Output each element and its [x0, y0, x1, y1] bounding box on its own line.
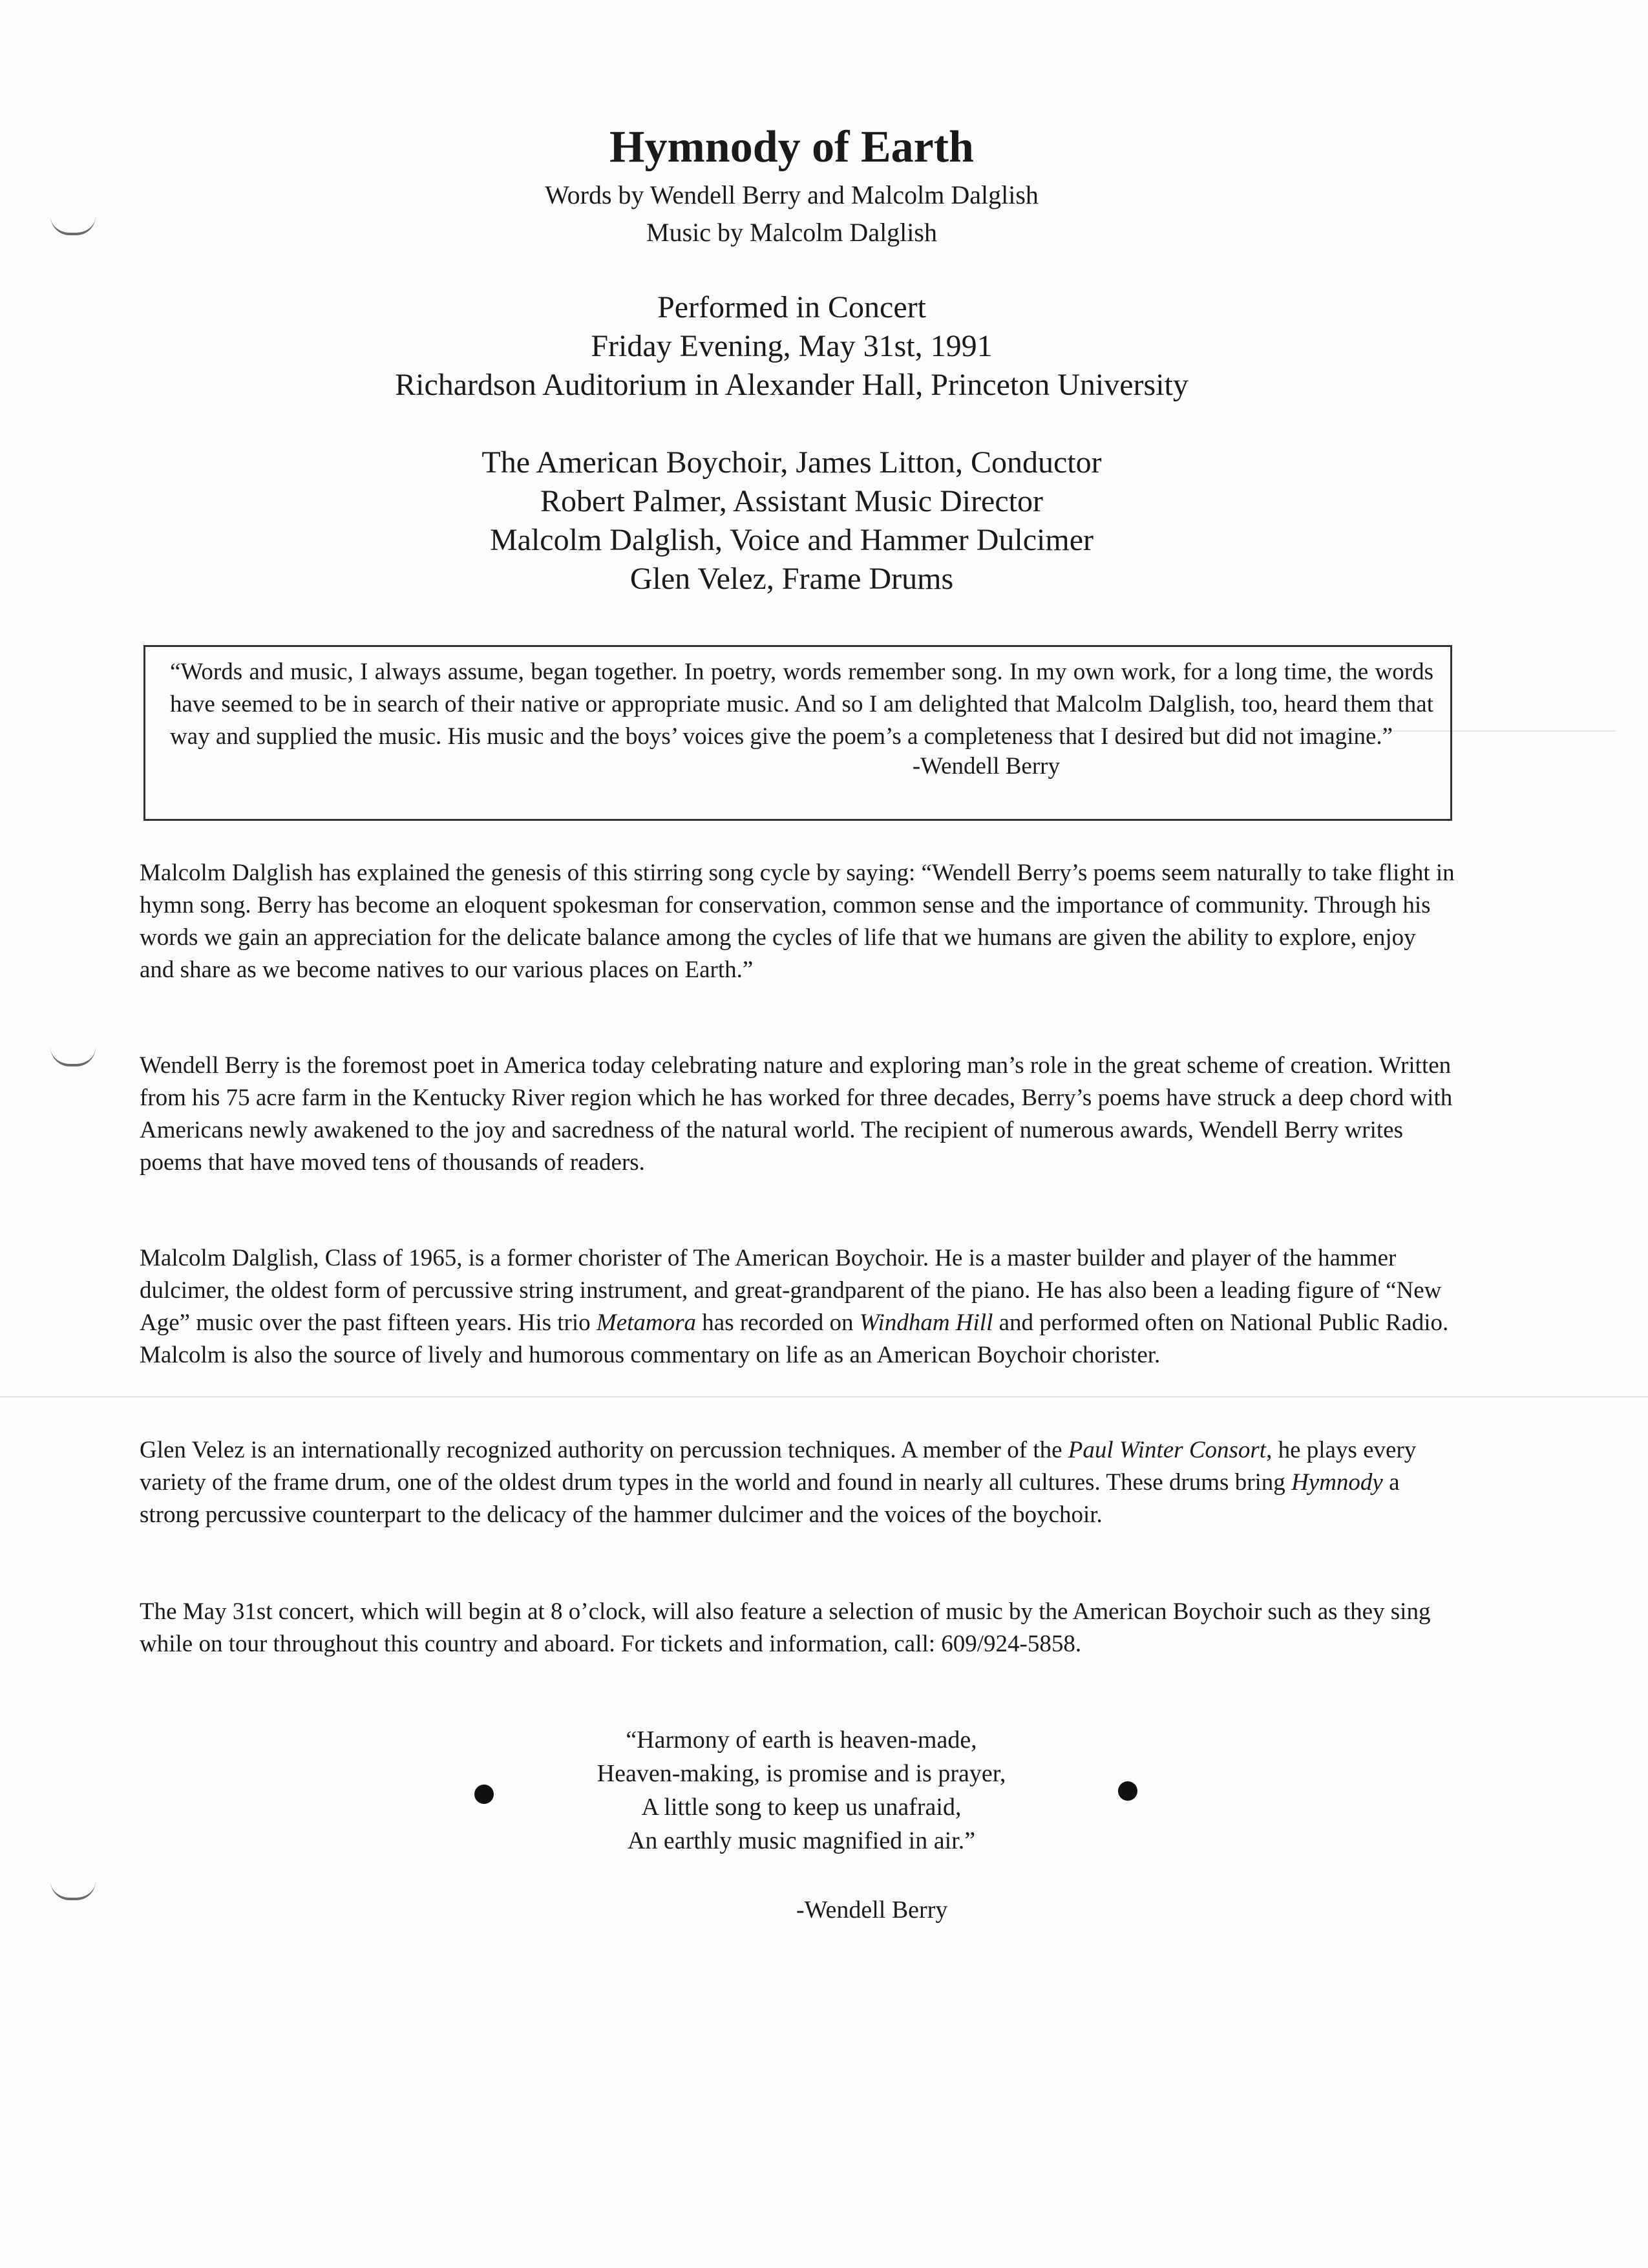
- paragraph-text: a strong percussive counterpart to the delicacy of the hammer dulcimer and the voices of the boychoir.: [140, 1469, 1400, 1528]
- words-credit: Words by Wendell Berry and Malcolm Dalglish: [545, 180, 1039, 209]
- italic-text: Hymnody: [1291, 1469, 1383, 1496]
- quote-text: “Words and music, I always assume, began together. In poetry, words remember song. In my own work, for a long time, the words have seemed to be in search of their native or appropriate music. And so I am delighted that Malcolm Dalglish, too, heard them that way and supplied the music. His music and the boys’ voices give the poem’s a completeness that I desired but did not imagine.”: [170, 659, 1433, 750]
- quote-attribution: -Wendell Berry: [912, 753, 1060, 779]
- performer-line: Robert Palmer, Assistant Music Director: [540, 484, 1043, 518]
- poem-attribution: -Wendell Berry: [796, 1896, 948, 1924]
- paragraph-text: has recorded on: [696, 1309, 860, 1336]
- paragraph-glen-velez: [140, 1434, 1455, 1531]
- poem-line: An earthly music magnified in air.”: [627, 1827, 976, 1854]
- credits-block: [0, 176, 1583, 251]
- paragraph-wendell-berry: Wendell Berry is the foremost poet in America today celebrating nature and exploring man’s role in the great scheme of creation. Written from his 75 acre farm in the Kentucky River region which he has worked for three decades, Berry’s poems have struck a deep chord with Americans newly awakened to the joy and sacredness of the natural world. The recipient of numerous awards, Wendell Berry writes poems that have moved tens of thousands of readers.: [140, 1052, 1453, 1176]
- italic-text: Paul Winter Consort: [1068, 1437, 1267, 1463]
- fold-line: [0, 1396, 1648, 1397]
- music-credit: Music by Malcolm Dalglish: [646, 218, 937, 247]
- quote-box: [143, 645, 1452, 821]
- poem-line: “Harmony of earth is heaven-made,: [626, 1726, 977, 1754]
- performance-block: [0, 288, 1583, 405]
- performance-date: Friday Evening, May 31st, 1991: [591, 329, 993, 363]
- hole-punch-mark: [50, 1047, 96, 1066]
- poem-line: Heaven-making, is promise and is prayer,: [597, 1760, 1006, 1787]
- paragraph-genesis: Malcolm Dalglish has explained the genesis of this stirring song cycle by saying: “Wendell Berry’s poems seem naturally to take flight in hymn song. Berry has become an eloquent spokesman for conservation, common sense and the importance of community. Through his words we gain an appreciation for the delicate balance among the cycles of life that we humans are given the ability to explore, enjoy and share as we become natives to our various places on Earth.”: [140, 860, 1455, 983]
- poem-line: A little song to keep us unafraid,: [641, 1794, 962, 1821]
- performance-venue: Richardson Auditorium in Alexander Hall, Princeton University: [395, 368, 1188, 402]
- performer-line: The American Boychoir, James Litton, Conductor: [481, 445, 1102, 480]
- hole-punch-mark: [50, 1881, 96, 1900]
- paragraph-concert-info: The May 31st concert, which will begin at 8 o’clock, will also feature a selection of music by the American Boychoir such as they sing while on tour throughout this country and aboard. For tickets and information, call: 609/924-5858.: [140, 1598, 1431, 1657]
- performers-block: [0, 443, 1583, 599]
- performance-heading: Performed in Concert: [657, 290, 926, 324]
- performer-line: Glen Velez, Frame Drums: [629, 562, 954, 596]
- paragraph-text: Malcolm Dalglish, Class of 1965, is a former chorister of The American Boychoir. He is a master builder and player of the hammer dulcimer, the oldest form of percussive string instrument, and great-grandparent of the piano. He has also been a leading figure of “New Age” music over the past fifteen years. His trio: [140, 1245, 1442, 1336]
- italic-text: Windham Hill: [859, 1309, 993, 1336]
- paragraph-malcolm-dalglish: [140, 1242, 1455, 1372]
- document-title: Hymnody of Earth: [609, 122, 974, 172]
- performer-line: Malcolm Dalglish, Voice and Hammer Dulcimer: [489, 523, 1093, 557]
- paragraph-text: Glen Velez is an internationally recognized authority on percussion techniques. A member of the: [140, 1437, 1068, 1463]
- paragraph-text: and performed often on National Public Radio. Malcolm is also the source of lively and humorous commentary on life as an American Boychoir chorister.: [140, 1309, 1449, 1368]
- paragraph-text: , he plays every variety of the frame drum, one of the oldest drum types in the world and found in nearly all cultures. These drums bring: [140, 1437, 1417, 1496]
- italic-text: Metamora: [596, 1309, 697, 1336]
- poem-block: [478, 1723, 1125, 1858]
